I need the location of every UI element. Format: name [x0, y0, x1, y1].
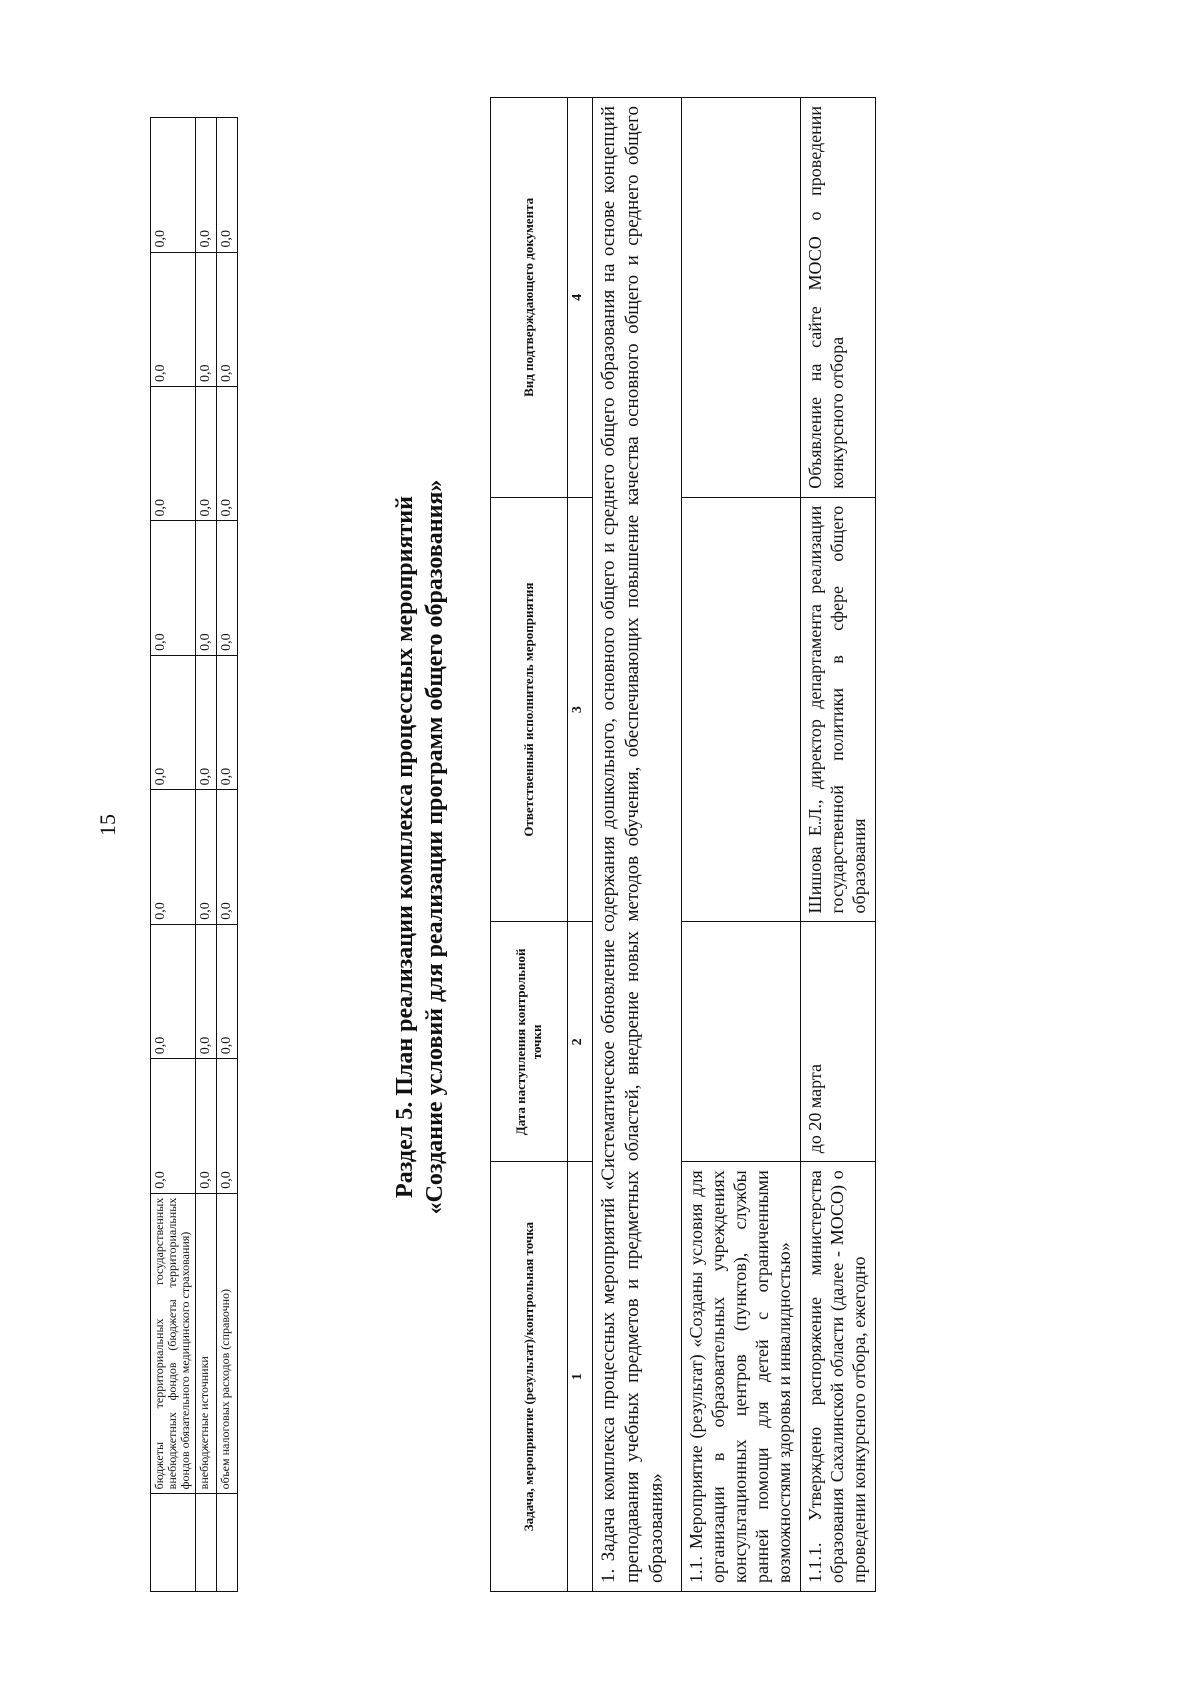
table-cell: 0,0 [216, 655, 237, 789]
column-number: 2 [568, 922, 593, 1162]
table-cell: 0,0 [195, 386, 216, 520]
table-cell [151, 1494, 196, 1592]
table-cell: 0,0 [151, 118, 196, 253]
table-cell-label: объем налоговых расходов (справочно) [216, 1193, 237, 1494]
column-header: Дата наступления контрольной точки [491, 922, 568, 1162]
table-cell: 0,0 [151, 252, 196, 386]
table-cell [682, 497, 801, 922]
plan-table [490, 97, 876, 1592]
column-number: 4 [568, 98, 593, 498]
table-cell: 0,0 [151, 924, 196, 1058]
table-cell: 0,0 [216, 924, 237, 1058]
financing-table [150, 117, 238, 1592]
column-header: Задача, мероприятие (результат)/контрольная точка [491, 1162, 568, 1592]
table-cell [195, 1494, 216, 1592]
table-cell: 0,0 [195, 790, 216, 924]
table-cell [682, 922, 801, 1162]
table-row [682, 98, 801, 1592]
table-cell: 0,0 [216, 252, 237, 386]
section-title [390, 77, 450, 1617]
table-cell: 0,0 [151, 1059, 196, 1193]
task-row [593, 98, 682, 1592]
table-row [151, 118, 196, 1592]
table-cell-label: бюджеты территориальных государственных внебюджетных фондов (бюджеты территориальных фондов обязательного медицинского страхования) [151, 1193, 196, 1494]
section-title-line-1: Раздел 5. План реализации комплекса процессных мероприятий [392, 496, 418, 1198]
column-header: Ответственный исполнитель мероприятия [491, 497, 568, 922]
column-number: 1 [568, 1162, 593, 1592]
table-cell: 0,0 [195, 655, 216, 789]
table-row [800, 98, 875, 1592]
table-cell: 0,0 [151, 790, 196, 924]
table-cell: 0,0 [151, 386, 196, 520]
section-title-line-2: «Создание условий для реализации программ общего образования» [422, 479, 448, 1215]
table-cell: 0,0 [151, 655, 196, 789]
task-cell: 1. Задача комплекса процессных мероприятий «Систематическое обновление содержания дошкольного, основного общего и среднего общего образования на основе концепций преподавания учебных предметов и предметных областей, внедрение новых методов обучения, обеспечивающих повышение качества основного общего и среднего общего образования» [593, 98, 682, 1592]
table-row [195, 118, 216, 1592]
table-cell: 0,0 [195, 521, 216, 655]
table-cell: Шишова Е.Л., директор департамента реализации государственной политики в сфере общего образования [800, 497, 875, 922]
table-cell: 1.1.1. Утверждено распоряжение министерства образования Сахалинской области (далее - МОСО) о проведении конкурсного отбора, ежегодно [800, 1162, 875, 1592]
table-cell: 0,0 [216, 521, 237, 655]
table-cell: 0,0 [216, 118, 237, 253]
page-number: 15 [95, 814, 120, 836]
table-cell [682, 98, 801, 498]
table-cell: 0,0 [195, 118, 216, 253]
table-cell: 0,0 [195, 252, 216, 386]
table-header-row [491, 98, 568, 1592]
table-cell-label: внебюджетные источники [195, 1193, 216, 1494]
column-number-row [568, 98, 593, 1592]
table-cell: 0,0 [216, 386, 237, 520]
table-cell: 0,0 [216, 790, 237, 924]
table-cell: 0,0 [151, 521, 196, 655]
table-cell: 0,0 [195, 924, 216, 1058]
table-cell [216, 1494, 237, 1592]
table-cell: 1.1. Мероприятие (результат) «Созданы условия для организации в образовательных учреждениях консультационных центров (пунктов), службы ранней помощи для детей с ограниченными возможностями здоровья и инвалидностью» [682, 1162, 801, 1592]
table-cell: Объявление на сайте МОСО о проведении конкурсного отбора [800, 98, 875, 498]
column-number: 3 [568, 497, 593, 922]
rotated-page-content [150, 77, 1050, 1617]
table-row [216, 118, 237, 1592]
column-header: Вид подтверждающего документа [491, 98, 568, 498]
table-cell: 0,0 [216, 1059, 237, 1193]
table-cell: 0,0 [195, 1059, 216, 1193]
table-cell: до 20 марта [800, 922, 875, 1162]
